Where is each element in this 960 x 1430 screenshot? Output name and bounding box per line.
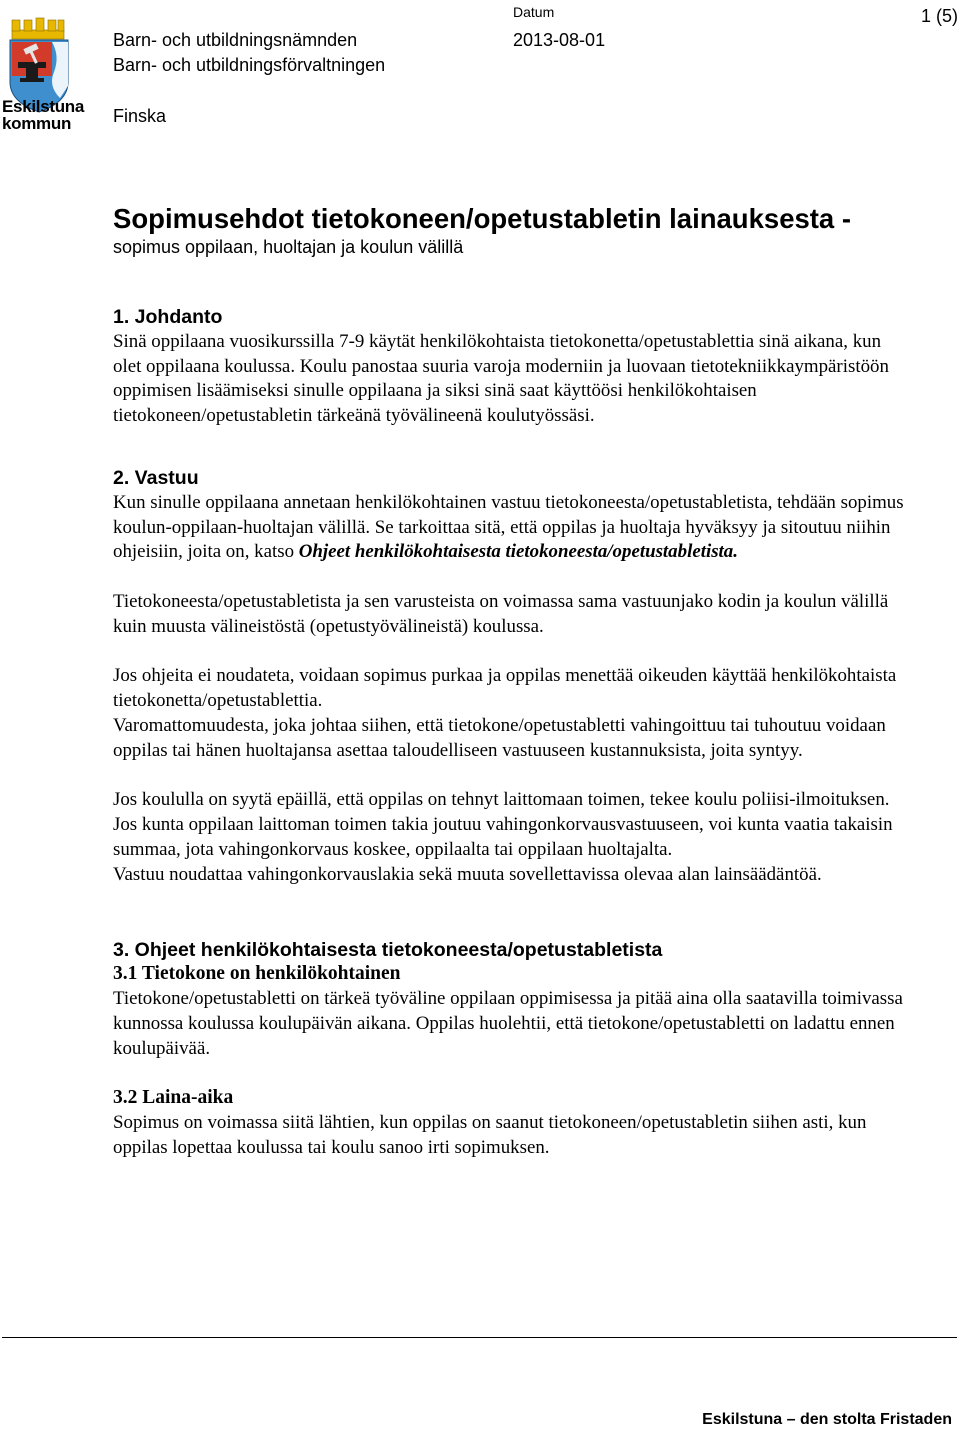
logo-text-line2: kommun [2, 114, 72, 133]
section-heading-guidelines: 3. Ohjeet henkilökohtaisesta tietokoneesta/opetustabletista [113, 938, 663, 961]
org-name-administration: Barn- och utbildningsförvaltningen [113, 55, 386, 75]
section-heading-introduction: 1. Johdanto [113, 306, 223, 328]
loan-period-paragraph: Sopimus on voimassa siitä lähtien, kun oppilas on saanut tietokoneen/opetustabletin siihen asti, kun oppilas lopettaa koulussa tai koulu sanoo irti sopimuksen. [113, 1112, 867, 1158]
responsibility-paragraph-7: Vastuu noudattaa vahingonkorvauslakia sekä muuta sovellettavissa olevaa alan lainsäädäntöä. [113, 863, 822, 885]
document-language: Finska [113, 106, 167, 126]
document-subtitle: sopimus oppilaan, huoltajan ja koulun välillä [113, 237, 464, 257]
date-label: Datum [513, 4, 555, 20]
introduction-paragraph: Sinä oppilaana vuosikurssilla 7-9 käytät henkilökohtaista tietokonetta/opetustablettia sinä aikana, kun olet oppilaana koulussa. Koulu panostaa suuria varoja moderniin ja luovaan tietotekniikkaympäristöön oppimisen lisäämiseksi sinulle oppilaana ja siksi sinä saat käyttöösi henkilökohtaisen tietokoneen/opetustabletin tärkeänä työvälineenä koulutyössäsi. [113, 330, 889, 427]
responsibility-paragraph-1-text: Kun sinulle oppilaana annetaan henkilökohtainen vastuu tietokoneesta/opetustabletista, tehdään sopimus koulun-oppilaan-huoltajan välillä. Se tarkoittaa sitä, että oppilas ja huoltaja hyväksyy ja sitoutuu niihin ohjeisiin, joita on, katso [113, 491, 904, 563]
footer-slogan: Eskilstuna – den stolta Fristaden [702, 1411, 952, 1428]
document-title: Sopimusehdot tietokoneen/opetustabletin lainauksesta - [113, 203, 852, 234]
subsection-heading-loan-period: 3.2 Laina-aika [113, 1087, 234, 1109]
logo-text-line1: Eskilstuna [2, 97, 85, 116]
responsibility-paragraph-3: Jos ohjeita ei noudateta, voidaan sopimus purkaa ja oppilas menettää oikeuden käyttää henkilökohtaista tietokonetta/opetustablettia. [113, 665, 897, 712]
footer-divider [2, 1337, 957, 1338]
document-body [113, 305, 913, 1161]
personal-computer-paragraph: Tietokone/opetustabletti on tärkeä työväline oppilaan oppimisessa ja pitää aina olla saatavilla toimivassa kunnossa koulussa koulupäivän aikana. Oppilas huolehtii, että tietokone/opetustabletti on ladattu ennen koulupäivää. [113, 988, 903, 1059]
subsection-heading-personal-computer: 3.1 Tietokone on henkilökohtainen [113, 963, 401, 985]
responsibility-paragraph-6: Jos kunta oppilaan laittoman toimen takia joutuu vahingonkorvausvastuuseen, voi kunta vaatia takaisin summaa, jota vahingonkorvaus koskee, oppilaalta tai oppilaan huoltajalta. [113, 814, 893, 860]
responsibility-paragraph-5: Jos koululla on syytä epäillä, että oppilas on tehnyt laittomaan toimen, tekee koulu poliisi-ilmoituksen. [113, 789, 890, 811]
org-name-board: Barn- och utbildningsnämnden [113, 30, 358, 50]
section-heading-responsibility: 2. Vastuu [113, 466, 199, 489]
page-number: 1 (5) [920, 6, 958, 26]
responsibility-paragraph-4: Varomattomuudesta, joka johtaa siihen, että tietokone/opetustabletti vahingoittuu tai tuhoutuu voidaan oppilas tai hänen huoltajansa asettaa taloudelliseen vastuuseen kustannuksista, joita syntyy. [113, 714, 886, 761]
responsibility-paragraph-1 [113, 491, 913, 565]
date-value: 2013-08-01 [513, 30, 606, 50]
guidelines-reference: Ohjeet henkilökohtaisesta tietokoneesta/opetustabletista. [298, 541, 738, 563]
responsibility-paragraph-2: Tietokoneesta/opetustabletista ja sen varusteista on voimassa sama vastuunjako kodin ja koulun välillä kuin muusta välineistöstä (opetustyövälineistä) koulussa. [113, 590, 889, 637]
